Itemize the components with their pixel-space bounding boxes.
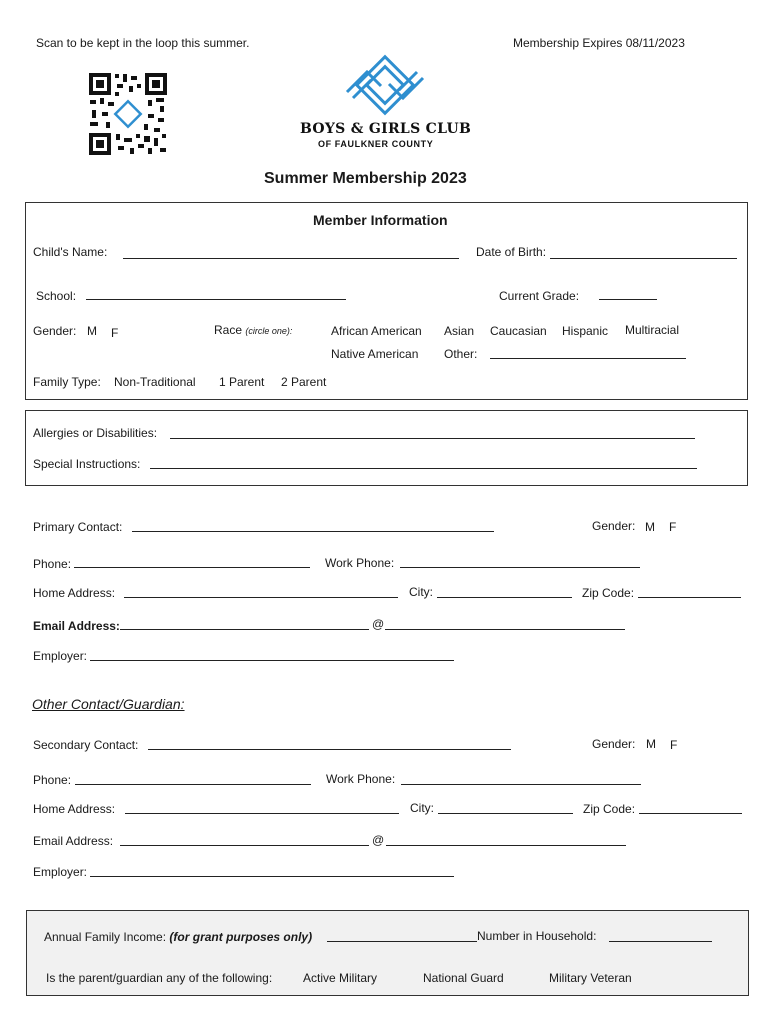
secondary-email-user-field[interactable] <box>120 845 369 846</box>
gender-option-m[interactable]: M <box>87 324 97 338</box>
school-field[interactable] <box>86 299 346 300</box>
option-national-guard[interactable]: National Guard <box>423 971 504 985</box>
secondary-employer-field[interactable] <box>90 876 454 877</box>
secondary-email-label: Email Address: <box>33 834 114 848</box>
secondary-work-phone-label: Work Phone: <box>326 772 396 786</box>
member-information-box <box>25 202 748 400</box>
primary-home-address-label: Home Address: <box>33 586 116 600</box>
primary-work-phone-label: Work Phone: <box>325 556 395 570</box>
race-option-other[interactable]: Other: <box>444 347 478 361</box>
grade-label: Current Grade: <box>499 289 580 303</box>
childs-name-label: Child's Name: <box>33 245 108 259</box>
page-title: Summer Membership 2023 <box>264 170 467 187</box>
secondary-gender-m[interactable]: M <box>646 737 656 751</box>
primary-email-label: Email Address: <box>33 619 120 633</box>
race-other-field[interactable] <box>490 358 686 359</box>
primary-email-user-field[interactable] <box>120 629 369 630</box>
secondary-city-label: City: <box>410 801 434 815</box>
option-military-veteran[interactable]: Military Veteran <box>549 971 632 985</box>
race-note: (circle one): <box>245 326 293 336</box>
secondary-employer-label: Employer: <box>33 865 88 879</box>
income-field[interactable] <box>327 941 477 942</box>
race-label: Race (circle one): <box>214 323 293 337</box>
qr-code-icon[interactable] <box>88 72 168 156</box>
secondary-work-phone-field[interactable] <box>401 784 641 785</box>
secondary-email-at: @ <box>372 833 385 847</box>
primary-gender-m[interactable]: M <box>645 520 655 534</box>
secondary-gender-label: Gender: <box>592 737 636 751</box>
parent-question: Is the parent/guardian any of the following: <box>46 971 273 985</box>
primary-contact-label: Primary Contact: <box>33 520 123 534</box>
family-option-non-traditional[interactable]: Non-Traditional <box>114 375 196 389</box>
club-name: BOYS & GIRLS CLUB <box>300 121 472 137</box>
income-note: (for grant purposes only) <box>169 930 313 944</box>
family-type-label: Family Type: <box>33 375 101 389</box>
primary-employer-field[interactable] <box>90 660 454 661</box>
primary-gender-f[interactable]: F <box>669 520 677 534</box>
race-option-asian[interactable]: Asian <box>444 324 475 338</box>
race-option-caucasian[interactable]: Caucasian <box>490 324 547 338</box>
health-box <box>25 410 748 486</box>
secondary-contact-label: Secondary Contact: <box>33 738 139 752</box>
primary-employer-label: Employer: <box>33 649 88 663</box>
secondary-email-domain-field[interactable] <box>386 845 626 846</box>
secondary-home-address-field[interactable] <box>125 813 399 814</box>
primary-zip-label: Zip Code: <box>582 586 635 600</box>
other-contact-heading: Other Contact/Guardian: <box>32 696 185 712</box>
instructions-field[interactable] <box>150 468 697 469</box>
membership-expiration: Membership Expires 08/11/2023 <box>513 36 685 50</box>
secondary-zip-label: Zip Code: <box>583 802 636 816</box>
family-option-2-parent[interactable]: 2 Parent <box>281 375 327 389</box>
secondary-city-field[interactable] <box>438 813 573 814</box>
grade-field[interactable] <box>599 299 657 300</box>
allergies-label: Allergies or Disabilities: <box>33 426 158 440</box>
boys-girls-club-logo-icon <box>325 52 445 118</box>
secondary-gender-f[interactable]: F <box>670 738 678 752</box>
income-label: Annual Family Income: (for grant purposes only) <box>44 930 313 944</box>
secondary-home-address-label: Home Address: <box>33 802 116 816</box>
primary-email-at: @ <box>372 617 385 631</box>
dob-label: Date of Birth: <box>476 245 547 259</box>
childs-name-field[interactable] <box>123 258 459 259</box>
primary-zip-field[interactable] <box>638 597 741 598</box>
primary-work-phone-field[interactable] <box>400 567 640 568</box>
secondary-phone-field[interactable] <box>75 784 311 785</box>
member-section-title: Member Information <box>313 212 448 228</box>
allergies-field[interactable] <box>170 438 695 439</box>
club-subtitle: OF FAULKNER COUNTY <box>318 139 434 149</box>
race-option-hispanic[interactable]: Hispanic <box>562 324 609 338</box>
primary-city-field[interactable] <box>437 597 572 598</box>
primary-city-label: City: <box>409 585 433 599</box>
gender-label: Gender: <box>33 324 77 338</box>
scan-instruction: Scan to be kept in the loop this summer. <box>36 36 250 50</box>
race-option-native-american[interactable]: Native American <box>331 347 419 361</box>
primary-home-address-field[interactable] <box>124 597 398 598</box>
secondary-phone-label: Phone: <box>33 773 72 787</box>
option-active-military[interactable]: Active Military <box>303 971 378 985</box>
household-label: Number in Household: <box>477 929 597 943</box>
instructions-label: Special Instructions: <box>33 457 141 471</box>
secondary-contact-field[interactable] <box>148 749 511 750</box>
secondary-zip-field[interactable] <box>639 813 742 814</box>
dob-field[interactable] <box>550 258 737 259</box>
race-option-african-american[interactable]: African American <box>331 324 422 338</box>
school-label: School: <box>36 289 77 303</box>
race-option-multiracial[interactable]: Multiracial <box>625 323 680 337</box>
primary-gender-label: Gender: <box>592 519 636 533</box>
household-field[interactable] <box>609 941 712 942</box>
primary-phone-field[interactable] <box>74 567 310 568</box>
primary-contact-field[interactable] <box>132 531 494 532</box>
primary-phone-label: Phone: <box>33 557 72 571</box>
family-option-1-parent[interactable]: 1 Parent <box>219 375 265 389</box>
gender-option-f[interactable]: F <box>111 326 119 340</box>
primary-email-domain-field[interactable] <box>385 629 625 630</box>
